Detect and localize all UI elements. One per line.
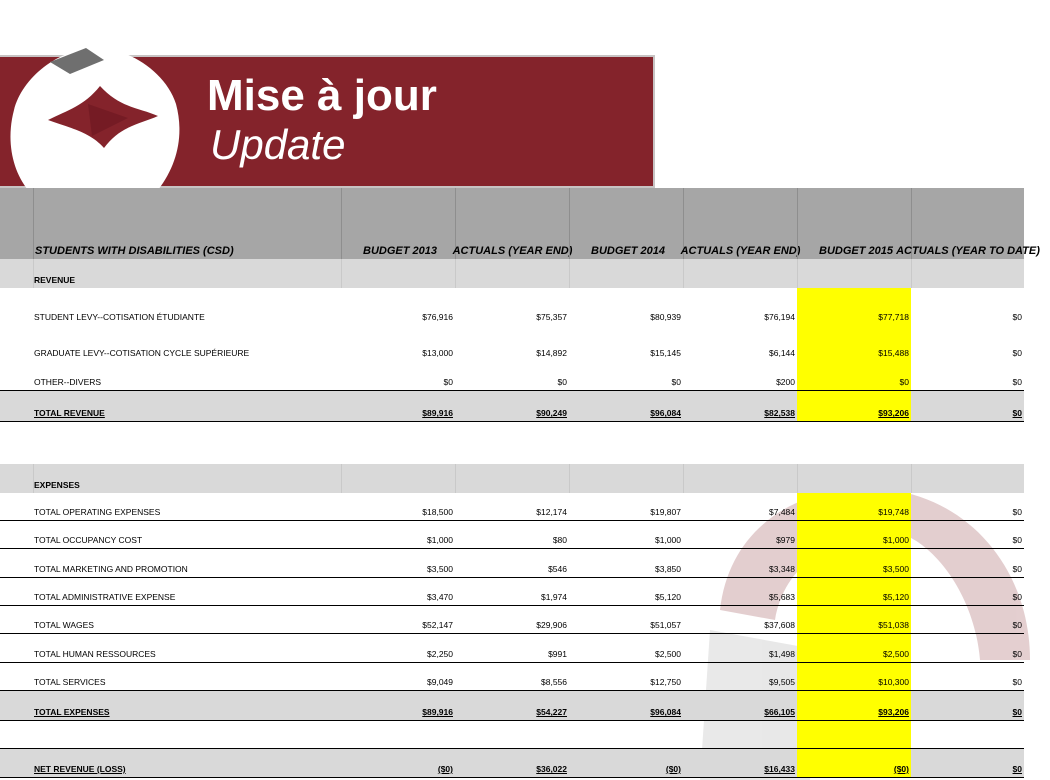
row-label: TOTAL EXPENSES	[34, 707, 110, 717]
section-header-expenses	[0, 464, 1024, 493]
table-row: TOTAL MARKETING AND PROMOTION $3,500 $546 $3,850 $3,348 $3,500 $0	[0, 549, 1024, 578]
highlighted-cell: $2,500	[797, 634, 911, 662]
logo-icon	[8, 44, 188, 190]
table-spacer	[0, 721, 1024, 749]
highlighted-cell: $51,038	[797, 606, 911, 633]
table-row: TOTAL OCCUPANCY COST $1,000 $80 $1,000 $979 $1,000 $0	[0, 521, 1024, 549]
highlighted-cell: $19,748	[797, 493, 911, 520]
row-label: TOTAL WAGES	[34, 620, 94, 630]
column-header-actuals-2014: ACTUALS (YEAR END)	[683, 188, 797, 259]
budget-table	[0, 188, 1040, 778]
highlighted-cell: ($0)	[797, 749, 911, 777]
table-row: OTHER--DIVERS $0 $0 $0 $200 $0 $0	[0, 361, 1024, 391]
section-label: REVENUE	[33, 259, 341, 288]
column-header-actuals-ytd: ACTUALS (YEAR TO DATE)	[911, 188, 1024, 259]
section-header-revenue	[0, 259, 1024, 288]
column-header-actuals-2013: ACTUALS (YEAR END)	[455, 188, 569, 259]
row-label: NET REVENUE (LOSS)	[34, 764, 126, 774]
table-row: TOTAL HUMAN RESSOURCES $2,250 $991 $2,500 $1,498 $2,500 $0	[0, 634, 1024, 663]
row-label: TOTAL SERVICES	[34, 677, 106, 687]
title-french: Mise à jour	[207, 71, 437, 120]
highlighted-cell: $3,500	[797, 549, 911, 577]
row-label: TOTAL MARKETING AND PROMOTION	[34, 564, 188, 574]
highlighted-cell: $0	[797, 361, 911, 390]
highlighted-cell: $93,206	[797, 391, 911, 421]
row-label: OTHER--DIVERS	[34, 377, 102, 387]
table-row: TOTAL OPERATING EXPENSES $18,500 $12,174 $19,807 $7,484 $19,748 $0	[0, 493, 1024, 521]
highlighted-cell: $93,206	[797, 691, 911, 720]
net-revenue-row: NET REVENUE (LOSS) ($0) $36,022 ($0) $16,433 ($0) $0	[0, 749, 1024, 778]
highlighted-cell: $77,718	[797, 288, 911, 325]
highlighted-cell: $15,488	[797, 325, 911, 361]
highlighted-cell: $10,300	[797, 663, 911, 690]
row-label: TOTAL OPERATING EXPENSES	[34, 507, 161, 517]
column-header-budget-2014: BUDGET 2014	[569, 188, 683, 259]
table-row: STUDENT LEVY--COTISATION ÉTUDIANTE $76,916 $75,357 $80,939 $76,194 $77,718 $0	[0, 288, 1024, 325]
table-row: TOTAL SERVICES $9,049 $8,556 $12,750 $9,505 $10,300 $0	[0, 663, 1024, 691]
table-row: TOTAL WAGES $52,147 $29,906 $51,057 $37,608 $51,038 $0	[0, 606, 1024, 634]
table-spacer	[0, 422, 1024, 464]
total-row-revenue: TOTAL REVENUE $89,916 $90,249 $96,084 $82,538 $93,206 $0	[0, 391, 1024, 422]
row-label: TOTAL ADMINISTRATIVE EXPENSE	[34, 592, 176, 602]
row-label: TOTAL OCCUPANCY COST	[34, 535, 143, 545]
table-header-row	[0, 188, 1040, 259]
table-row: GRADUATE LEVY--COTISATION CYCLE SUPÉRIEURE $13,000 $14,892 $15,145 $6,144 $15,488 $0	[0, 325, 1024, 361]
section-label: EXPENSES	[33, 464, 341, 493]
row-label: STUDENT LEVY--COTISATION ÉTUDIANTE	[34, 312, 205, 322]
column-header-program: STUDENTS WITH DISABILITIES (CSD)	[33, 188, 341, 259]
table-row: TOTAL ADMINISTRATIVE EXPENSE $3,470 $1,974 $5,120 $5,683 $5,120 $0	[0, 578, 1024, 606]
total-row-expenses: TOTAL EXPENSES $89,916 $54,227 $96,084 $66,105 $93,206 $0	[0, 691, 1024, 721]
highlighted-cell: $1,000	[797, 521, 911, 548]
column-header-budget-2015: BUDGET 2015	[797, 188, 911, 259]
column-header-budget-2013: BUDGET 2013	[341, 188, 455, 259]
row-label: GRADUATE LEVY--COTISATION CYCLE SUPÉRIEURE	[34, 348, 250, 358]
row-label: TOTAL REVENUE	[34, 408, 105, 418]
title-english: Update	[210, 121, 346, 168]
row-label: TOTAL HUMAN RESSOURCES	[34, 649, 156, 659]
highlighted-cell: $5,120	[797, 578, 911, 605]
